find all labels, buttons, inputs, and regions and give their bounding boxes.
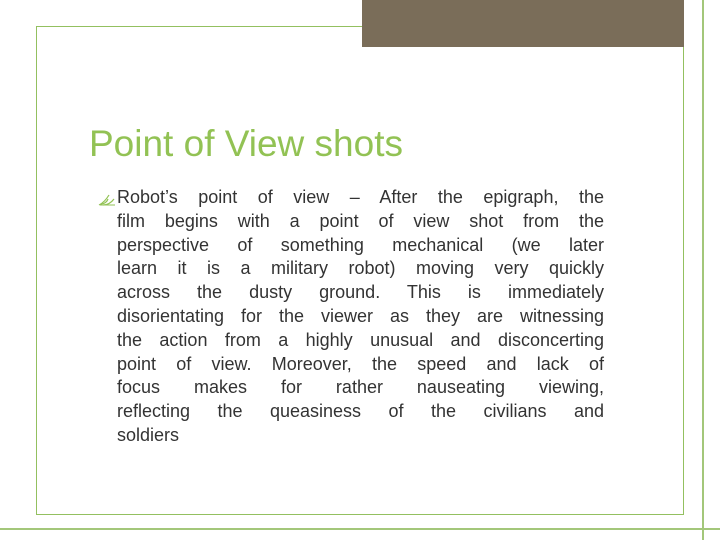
bullet-text [92, 186, 604, 448]
slide-title: Point of View shots [89, 123, 403, 164]
leaf-bullet-icon [98, 194, 116, 206]
bullet-text-line: soldiers [117, 424, 180, 445]
bullet-text-line: disorientating for the viewer as they are witnessing [117, 305, 604, 326]
bullet-text-line: focus makes for rather nauseating viewing, [117, 377, 604, 398]
bullet-text-line: the action from a highly unusual and disconcerting [117, 329, 604, 350]
bullet-item [92, 186, 604, 448]
decorative-edge-line-bottom [0, 528, 720, 530]
bullet-text-line: reflecting the queasiness of the civilians and [117, 401, 604, 422]
bullet-text-line: point of view. Moreover, the speed and lack of [117, 353, 604, 374]
bullet-text-line: Robot’s point of view – After the epigraph, the [117, 187, 604, 207]
bullet-text-line: across the dusty ground. This is immediately [117, 282, 604, 303]
decorative-top-bar [362, 0, 684, 47]
bullet-text-line: film begins with a point of view shot from the [117, 210, 604, 231]
bullet-text-line: perspective of something mechanical (we later [117, 234, 604, 255]
decorative-edge-line-right [702, 0, 704, 540]
bullet-text-line: learn it is a military robot) moving very quickly [117, 258, 604, 279]
